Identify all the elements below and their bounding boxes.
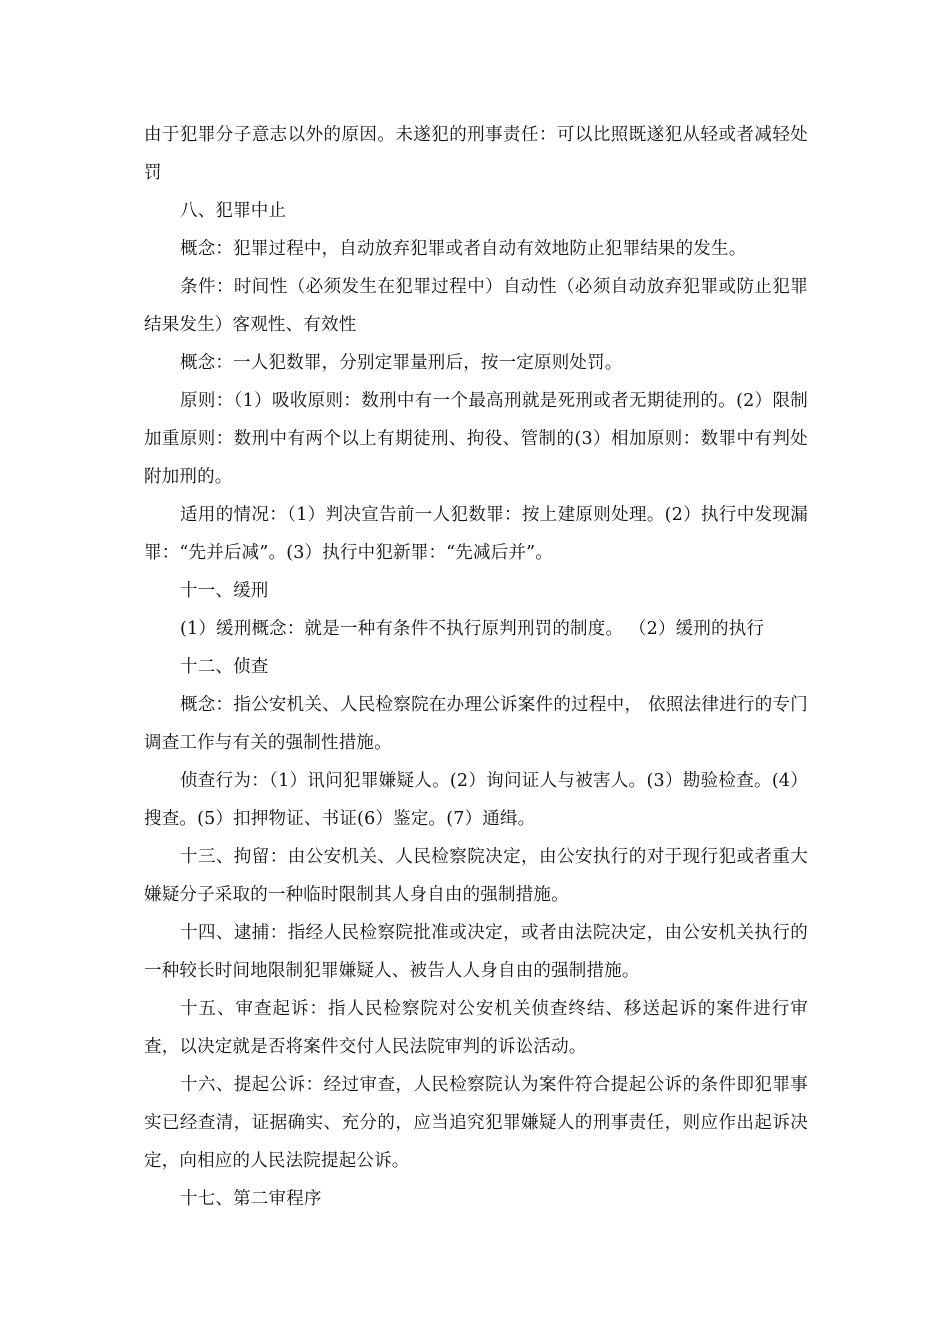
document-page	[144, 116, 808, 1218]
paragraph-public-prosecution: 十六、提起公诉：经过审查，人民检察院认为案件符合提起公诉的条件即犯罪事实已经查清，证据确实、充分的，应当追究犯罪嫌疑人的刑事责任，则应作出起诉决定，向相应的人民法院提起公诉。	[144, 1075, 808, 1171]
paragraph-principles: 原则：（1）吸收原则：数刑中有一个最高刑就是死刑或者无期徒刑的。(2）限制加重原则：数刑中有两个以上有期徒刑、拘役、管制的(3）相加原则：数罪中有判处附加刑的。	[144, 391, 808, 487]
paragraph-detention: 十三、拘留：由公安机关、人民检察院决定，由公安执行的对于现行犯或者重大嫌疑分子采取的一种临时限制其人身自由的强制措施。	[144, 847, 808, 905]
heading-second-instance: 十七、第二审程序	[180, 1189, 322, 1209]
paragraph-applicable-situations: 适用的情况：（1）判决宣告前一人犯数罪：按上建原则处理。(2）执行中发现漏罪：“先并后减”。(3）执行中犯新罪：“先减后并”。	[144, 505, 808, 563]
paragraph-concept: 概念：犯罪过程中，自动放弃犯罪或者自动有效地防止犯罪结果的发生。	[180, 239, 747, 259]
paragraph-continuation: 由于犯罪分子意志以外的原因。未遂犯的刑事责任：可以比照既遂犯从轻或者减轻处罚	[144, 125, 808, 183]
paragraph-concept-multiple-crimes: 概念：一人犯数罪，分别定罪量刑后，按一定原则处罚。	[180, 353, 623, 373]
heading-investigation: 十二、侦查	[180, 657, 269, 677]
heading-probation: 十一、缓刑	[180, 581, 269, 601]
paragraph-investigation-concept: 概念：指公安机关、人民检察院在办理公诉案件的过程中， 依照法律进行的专门调查工作与有关的强制性措施。	[144, 695, 808, 753]
heading-crime-suspension: 八、犯罪中止	[180, 201, 287, 221]
paragraph-probation: (1）缓刑概念：就是一种有条件不执行原判刑罚的制度。 （2）缓刑的执行	[180, 619, 765, 639]
paragraph-conditions: 条件：时间性（必须发生在犯罪过程中）自动性（必须自动放弃犯罪或防止犯罪结果发生）客观性、有效性	[144, 277, 808, 335]
paragraph-investigation-acts: 侦查行为：（1）讯问犯罪嫌疑人。(2）询问证人与被害人。(3）勘验检查。(4）搜查。(5）扣押物证、书证(6）鉴定。(7）通缉。	[144, 771, 808, 829]
paragraph-review-prosecution: 十五、审查起诉：指人民检察院对公安机关侦查终结、移送起诉的案件进行审查，以决定就是否将案件交付人民法院审判的诉讼活动。	[144, 999, 808, 1057]
paragraph-arrest: 十四、逮捕：指经人民检察院批准或决定，或者由法院决定，由公安机关执行的一种较长时间地限制犯罪嫌疑人、被告人人身自由的强制措施。	[144, 923, 808, 981]
